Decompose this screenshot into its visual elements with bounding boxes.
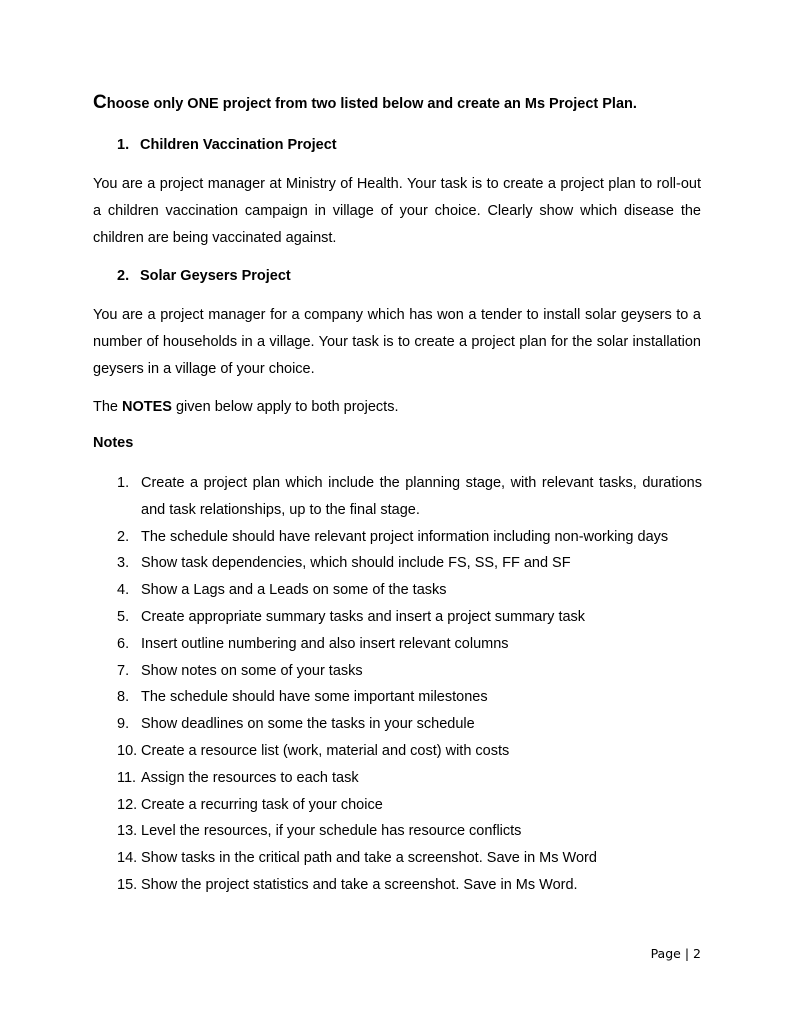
note-number: 9. xyxy=(117,716,130,733)
intro-text: hoose only ONE project from two listed below and create an Ms Project Plan. xyxy=(106,96,637,112)
project-1-description: You are a project manager at Ministry of Health. Your task is to create a project plan to roll-out a children vaccination campaign in village of your choice. Clearly show which disease the children are being vaccinated against. xyxy=(93,176,701,246)
note-text: Level the resources, if your schedule has resource conflicts xyxy=(141,823,522,840)
note-number: 12. xyxy=(117,796,138,813)
note-number: 1. xyxy=(117,475,130,491)
list-item xyxy=(117,604,702,631)
note-number: 11. xyxy=(117,769,137,786)
list-item xyxy=(117,872,702,899)
project-1-number: 1. xyxy=(117,137,130,153)
note-text: Show the project statistics and take a screenshot. Save in Ms Word. xyxy=(141,876,578,893)
note-text: Show notes on some of your tasks xyxy=(141,662,363,679)
note-number: 2. xyxy=(117,528,130,545)
note-number: 7. xyxy=(117,662,130,679)
list-item xyxy=(117,684,702,711)
note-text: Show tasks in the critical path and take a screenshot. Save in Ms Word xyxy=(141,850,597,867)
intro-instruction xyxy=(93,91,713,116)
project-1-heading xyxy=(117,135,337,155)
page-footer xyxy=(651,946,701,961)
note-text: Show deadlines on some the tasks in your schedule xyxy=(141,716,475,733)
note-number: 10. xyxy=(117,742,138,759)
note-text: Insert outline numbering and also insert relevant columns xyxy=(141,635,509,652)
list-item xyxy=(117,818,702,845)
note-text: Show task dependencies, which should include FS, SS, FF and SF xyxy=(141,555,571,572)
project-2-number: 2. xyxy=(117,268,130,284)
list-item xyxy=(117,738,702,765)
list-item xyxy=(117,711,702,738)
note-number: 8. xyxy=(117,689,130,706)
note-number: 13. xyxy=(117,823,138,840)
list-item xyxy=(117,845,702,872)
project-2-heading xyxy=(117,266,291,286)
note-number: 5. xyxy=(117,608,130,625)
list-item xyxy=(117,792,702,819)
note-number: 3. xyxy=(117,555,130,572)
list-item xyxy=(117,658,702,685)
list-item xyxy=(117,577,702,604)
note-text: The schedule should have some important milestones xyxy=(141,689,488,706)
intro-first-letter: C xyxy=(93,92,107,113)
notes-list xyxy=(117,470,702,899)
list-item xyxy=(117,550,702,577)
note-text: Create a recurring task of your choice xyxy=(141,796,383,813)
note-text: The schedule should have relevant project information including non-working days xyxy=(141,528,669,545)
note-number: 6. xyxy=(117,635,130,652)
project-2-description: You are a project manager for a company which has won a tender to install solar geysers to a number of households in a village. Your task is to create a project plan for the solar installation geysers in a village of your choice. xyxy=(93,307,701,377)
note-text: Create a resource list (work, material and cost) with costs xyxy=(141,742,510,759)
notes-apply-bold: NOTES xyxy=(122,399,172,415)
note-text: Create a project plan which include the planning stage, with relevant tasks, durations and task relationships, up to the final stage. xyxy=(141,475,702,518)
note-text: Assign the resources to each task xyxy=(141,769,359,786)
list-item xyxy=(117,470,702,524)
list-item xyxy=(117,524,702,551)
notes-heading: Notes xyxy=(93,435,134,451)
note-text: Show a Lags and a Leads on some of the tasks xyxy=(141,582,447,599)
notes-apply-before: The xyxy=(93,399,123,415)
notes-apply-line xyxy=(93,397,398,417)
page-separator: | xyxy=(684,946,690,961)
note-number: 14. xyxy=(117,850,138,867)
page-number: 2 xyxy=(693,946,701,961)
note-number: 15. xyxy=(117,876,138,893)
project-2-title: Solar Geysers Project xyxy=(140,268,291,284)
project-1-title: Children Vaccination Project xyxy=(140,137,337,153)
list-item xyxy=(117,765,702,792)
note-number: 4. xyxy=(117,582,130,599)
notes-apply-after: given below apply to both projects. xyxy=(171,399,399,415)
list-item xyxy=(117,631,702,658)
page-label: Page xyxy=(650,946,681,961)
note-text: Create appropriate summary tasks and insert a project summary task xyxy=(141,608,586,625)
